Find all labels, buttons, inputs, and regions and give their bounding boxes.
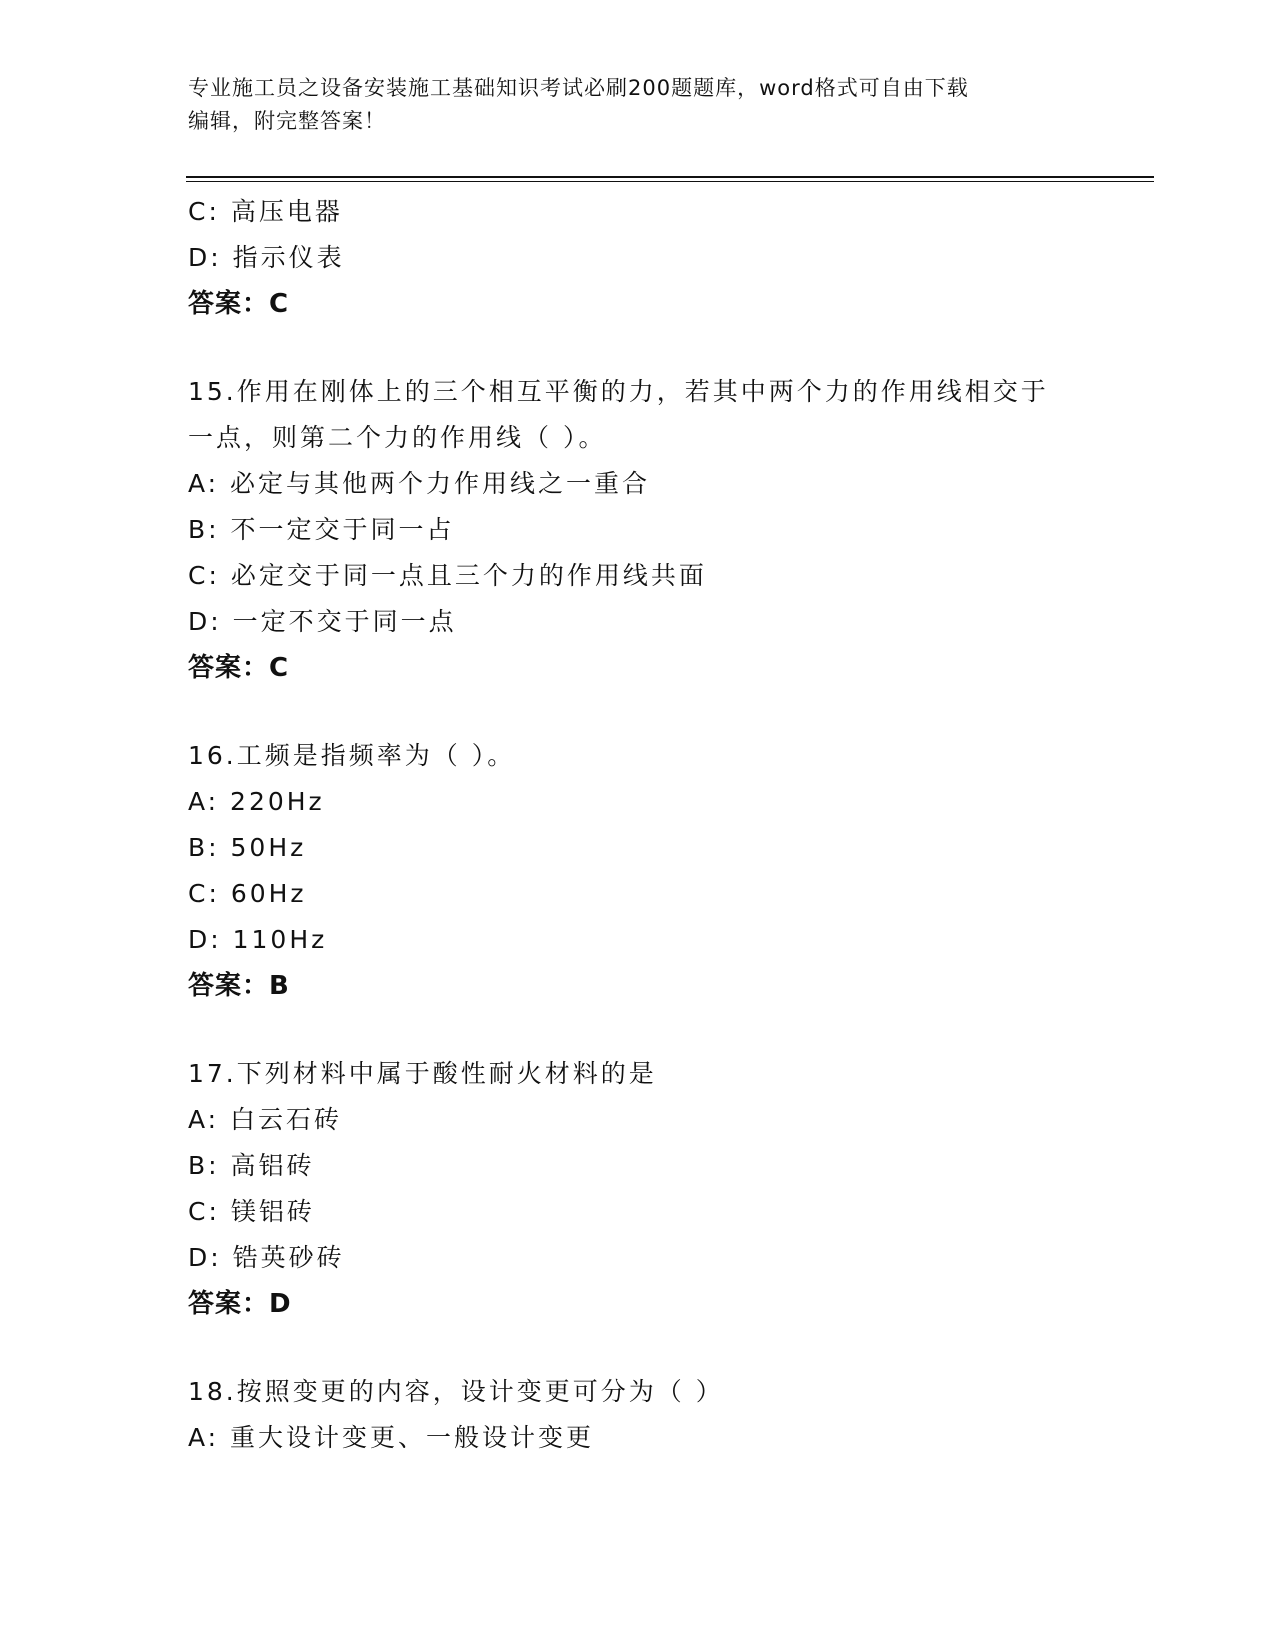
spacer [188,327,1138,369]
option-a: A: 必定与其他两个力作用线之一重合 [188,469,651,498]
header-line-2: 编辑，附完整答案！ [188,109,386,133]
spacer [188,1009,1138,1051]
option-c: C: 高压电器 [188,197,343,226]
document-header [188,72,1088,138]
question-18 [188,1369,1138,1461]
answer-line: 答案：B [188,971,290,1001]
option-d: D: 指示仪表 [188,243,345,272]
continued-question-14 [188,189,1138,327]
option-b: B: 不一定交于同一占 [188,515,455,544]
question-15 [188,369,1138,691]
option-d: D: 锆英砂砖 [188,1243,345,1272]
option-a: A: 白云石砖 [188,1105,343,1134]
question-content [188,189,1138,1461]
header-divider-thin [186,181,1154,182]
option-a: A: 重大设计变更、一般设计变更 [188,1423,595,1452]
option-c: C: 镁铝砖 [188,1197,315,1226]
spacer [188,691,1138,733]
header-line-1: 专业施工员之设备安装施工基础知识考试必刷200题题库，word格式可自由下载 [188,76,969,100]
question-text: 18.按照变更的内容，设计变更可分为（ ） [188,1377,724,1406]
option-b: B: 高铝砖 [188,1151,315,1180]
question-text: 17.下列材料中属于酸性耐火材料的是 [188,1059,657,1088]
option-d: D: 110Hz [188,925,328,954]
option-b: B: 50Hz [188,833,307,862]
option-d: D: 一定不交于同一点 [188,607,457,636]
answer-line: 答案：C [188,653,290,683]
question-text: 一点，则第二个力的作用线（ ）。 [188,423,607,452]
answer-line: 答案：D [188,1289,292,1319]
answer-line: 答案：C [188,289,290,319]
option-a: A: 220Hz [188,787,325,816]
question-text: 15.作用在刚体上的三个相互平衡的力，若其中两个力的作用线相交于 [188,377,1049,406]
header-divider-thick [186,176,1154,178]
question-16 [188,733,1138,1009]
spacer [188,1327,1138,1369]
question-text: 16.工频是指频率为（ ）。 [188,741,516,770]
option-c: C: 必定交于同一点且三个力的作用线共面 [188,561,707,590]
option-c: C: 60Hz [188,879,307,908]
question-17 [188,1051,1138,1327]
